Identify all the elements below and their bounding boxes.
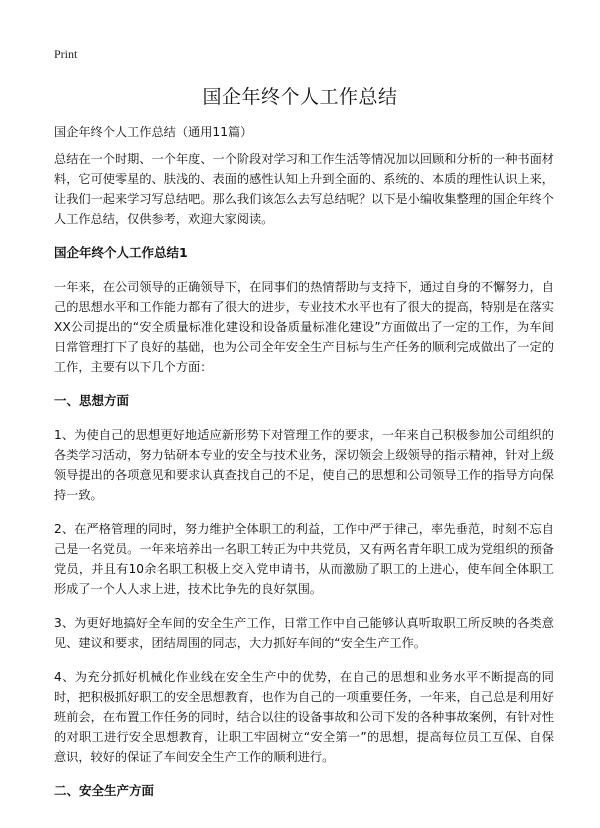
section1-intro-paragraph: 一年来，在公司领导的正确领导下，在同事们的热情帮助与支持下，通过自身的不懈努力，自己的思想水平和工作能力都有了很大的进步，专业技术水平也有了很大的提高，特别是在落实XX公司提出的“安全质量标准化建设和设备质量标准化建设”方面做出了一定的工作，为车间日常管理打下了良好的基础，也为公司全年安全生产目标与生产任务的顺利完成做出了一定的工作，主要有以下几个方面：: [54, 280, 554, 374]
article-body: [54, 122, 554, 815]
heading-thought: 一、思想方面: [54, 393, 130, 408]
item-4-paragraph: 4、为充分抓好机械化作业线在安全生产中的优势，在自己的思想和业务水平不断提高的同时，把积极抓好职工的安全思想教育，也作为自己的一项重要任务，一年来，自己总是利用好班前会，在布置工作任务的同时，结合以往的设备事故和公司下发的各种事故案例，有针对性的对职工进行安全思想教育，让职工牢固树立“安全第一”的思想，提高每位员工互保、自保意识，较好的保证了车间安全生产工作的顺利进行。: [54, 670, 554, 764]
print-link[interactable]: Print: [54, 47, 78, 61]
page-title: 国企年终个人工作总结: [202, 86, 398, 108]
item-2-paragraph: 2、在严格管理的同时，努力维护全体职工的利益，工作中严于律己，率先垂范，时刻不忘自己是一名党员。一年来培养出一名职工转正为中共党员，又有两名青年职工成为党组织的预备党员，并且有10余名职工积极上交入党申请书，从而激励了职工的上进心，使车间全体职工形成了一个人人求上进，技术比争先的良好氛围。: [54, 522, 554, 596]
intro-paragraph: 总结在一个时期、一个年度、一个阶段对学习和工作生活等情况加以回顾和分析的一种书面材料，它可使零星的、肤浅的、表面的感性认知上升到全面的、系统的、本质的理性认识上来，让我们一起来学习写总结吧。那么我们该怎么去写总结呢？以下是小编收集整理的国企年终个人工作总结，仅供参考，欢迎大家阅读。: [54, 152, 554, 226]
item-3-paragraph: 3、为更好地搞好全车间的安全生产工作，日常工作中自己能够认真听取职工所反映的各类意见、建议和要求，团结周围的同志，大力抓好车间的“安全生产工作。: [54, 616, 554, 650]
section-heading-1: 国企年终个人工作总结1: [54, 245, 188, 260]
heading-safety: 二、安全生产方面: [54, 783, 155, 798]
article-subtitle: 国企年终个人工作总结（通用11篇）: [54, 125, 253, 139]
item-1-paragraph: 1、为使自己的思想更好地适应新形势下对管理工作的要求，一年来自己积极参加公司组织的各类学习活动，努力钻研本专业的安全与技术业务，深切领会上级领导的指示精神，针对上级领导提出的各项意见和要求认真查找自己的不足，使自己的思想和公司领导工作的指导方向保持一致。: [54, 428, 554, 502]
